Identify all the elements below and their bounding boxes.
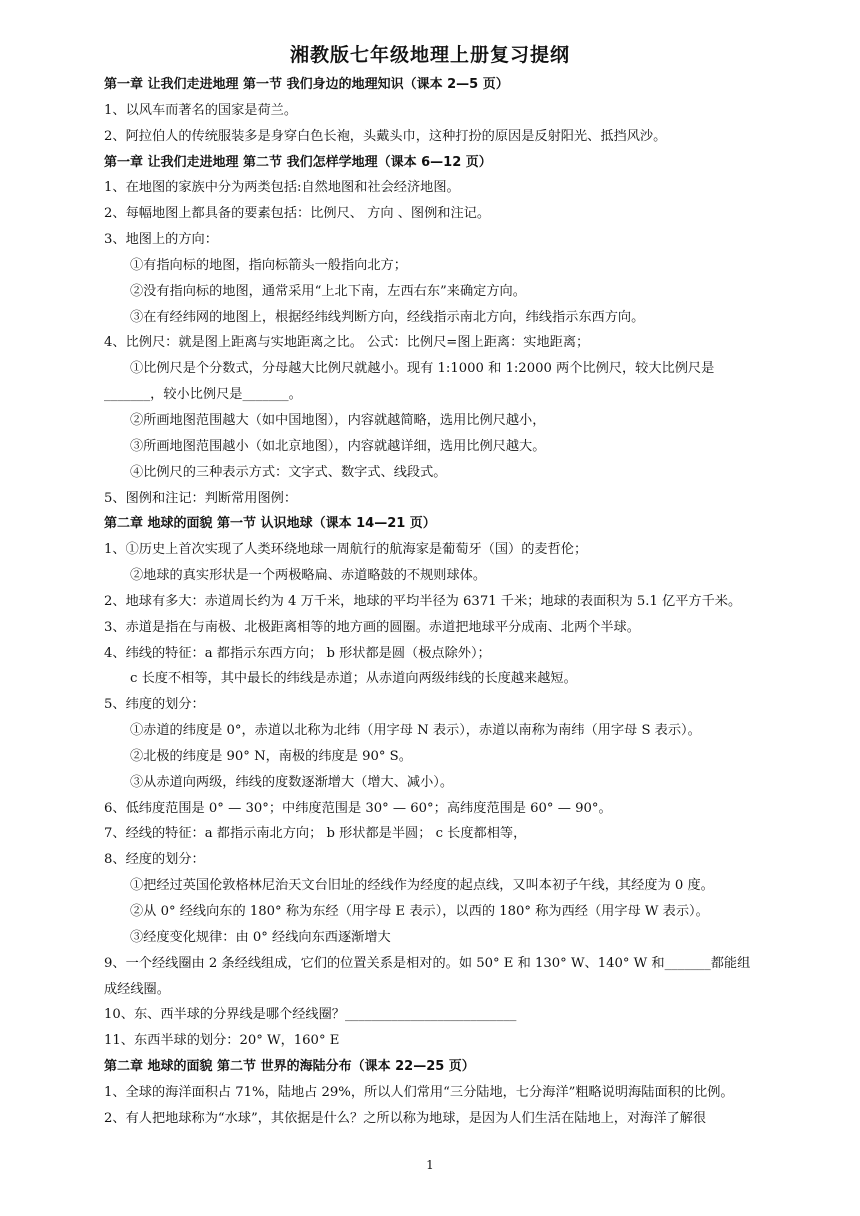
outline-line: _______，较小比例尺是_______。 [104,387,302,403]
outline-line: 1、①历史上首次实现了人类环绕地球一周航行的航海家是葡萄牙（国）的麦哲伦； [104,542,588,558]
section-heading: 第一章 让我们走进地理 第二节 我们怎样学地理（课本 6—12 页） [104,154,492,170]
outline-line: ①比例尺是个分数式，分母越大比例尺就越小。现有 1:1000 和 1:2000 两个比例尺，较大比例尺是 [130,361,715,377]
section-heading: 第二章 地球的面貌 第一节 认识地球（课本 14—21 页） [104,516,436,532]
page-number: 1 [426,1158,434,1172]
outline-line: ③经度变化规律：由 0° 经线向东西逐渐增大 [130,929,391,945]
outline-line: c 长度不相等，其中最长的纬线是赤道；从赤道向两级纬线的长度越来越短。 [130,671,577,687]
outline-line: 2、地球有多大：赤道周长约为 4 万千米，地球的平均半径为 6371 千米；地球的表面积为 5.1 亿平方千米。 [104,593,742,609]
outline-line: 6、低纬度范围是 0° — 30°；中纬度范围是 30° — 60°；高纬度范围是 60° — 90°。 [104,800,612,816]
outline-body [104,72,804,1132]
outline-line: 8、经度的划分： [104,852,205,868]
outline-line: 10、东、西半球的分界线是哪个经线圈？__________________________ [104,1007,517,1023]
outline-line: 2、有人把地球称为“水球”，其依据是什么？之所以称为地球，是因为人们生活在陆地上，对海洋了解很 [104,1110,707,1126]
outline-line: 11、东西半球的划分：20° W，160° E [104,1033,340,1049]
outline-line: 7、经线的特征：a 都指示南北方向； b 形状都是半圆； c 长度都相等， [104,826,527,842]
outline-line: ①把经过英国伦敦格林尼治天文台旧址的经线作为经度的起点线，又叫本初子午线，其经度为 0 度。 [130,878,714,894]
outline-line: 1、在地图的家族中分为两类包括:自然地图和社会经济地图。 [104,180,460,196]
outline-line: ②地球的真实形状是一个两极略扁、赤道略鼓的不规则球体。 [130,568,487,584]
outline-line: 4、纬线的特征：a 都指示东西方向； b 形状都是圆（极点除外）； [104,645,491,661]
outline-line: 9、一个经线圈由 2 条经线组成，它们的位置关系是相对的。如 50° E 和 130° W、140° W 和_______都能组 [104,955,751,971]
outline-line: 5、纬度的划分： [104,697,205,713]
outline-line: 4、比例尺：就是图上距离与实地距离之比。 公式：比例尺=图上距离：实地距离； [104,335,590,351]
outline-line: ③所画地图范围越小（如北京地图），内容就越详细，选用比例尺越大。 [130,438,546,454]
outline-line: ②没有指向标的地图，通常采用“上北下南，左西右东”来确定方向。 [130,283,526,299]
outline-line: 1、以风车而著名的国家是荷兰。 [104,102,298,118]
section-heading: 第一章 让我们走进地理 第一节 我们身边的地理知识（课本 2—5 页） [104,77,509,92]
outline-line: ③从赤道向两级，纬线的度数逐渐增大（增大、减小）。 [130,774,454,790]
outline-line: ②北极的纬度是 90° N，南极的纬度是 90° S。 [130,748,412,764]
outline-line: 3、赤道是指在与南极、北极距离相等的地方画的圆圈。赤道把地球平分成南、北两个半球。 [104,619,640,635]
outline-line: ④比例尺的三种表示方式：文字式、数字式、线段式。 [130,464,447,480]
outline-line: 2、每幅地图上都具备的要素包括：比例尺、 方向 、图例和注记。 [104,206,491,222]
outline-line: ②从 0° 经线向东的 180° 称为东经（用字母 E 表示），以西的 180° 称为西经（用字母 W 表示）。 [130,904,709,919]
outline-line: ①赤道的纬度是 0°，赤道以北称为北纬（用字母 N 表示），赤道以南称为南纬（用字母 S 表示）。 [130,723,701,739]
outline-line: 1、全球的海洋面积占 71%，陆地占 29%，所以人们常用“三分陆地，七分海洋”粗略说明海陆面积的比例。 [104,1084,734,1100]
outline-line: ②所画地图范围越大（如中国地图），内容就越简略，选用比例尺越小， [130,412,546,428]
outline-line: ①有指向标的地图，指向标箭头一般指向北方； [130,257,407,273]
section-heading: 第二章 地球的面貌 第二节 世界的海陆分布（课本 22—25 页） [104,1059,475,1075]
outline-line: 3、地图上的方向： [104,232,218,248]
outline-line: 5、图例和注记：判断常用图例： [104,490,298,506]
document-title: 湘教版七年级地理上册复习提纲 [289,44,570,66]
outline-line: 成经线圈。 [104,981,170,997]
outline-line: 2、阿拉伯人的传统服装多是身穿白色长袍，头戴头巾，这种打扮的原因是反射阳光、抵挡风沙。 [104,128,667,144]
outline-line: ③在有经纬网的地图上，根据经纬线判断方向，经线指示南北方向，纬线指示东西方向。 [130,309,645,325]
